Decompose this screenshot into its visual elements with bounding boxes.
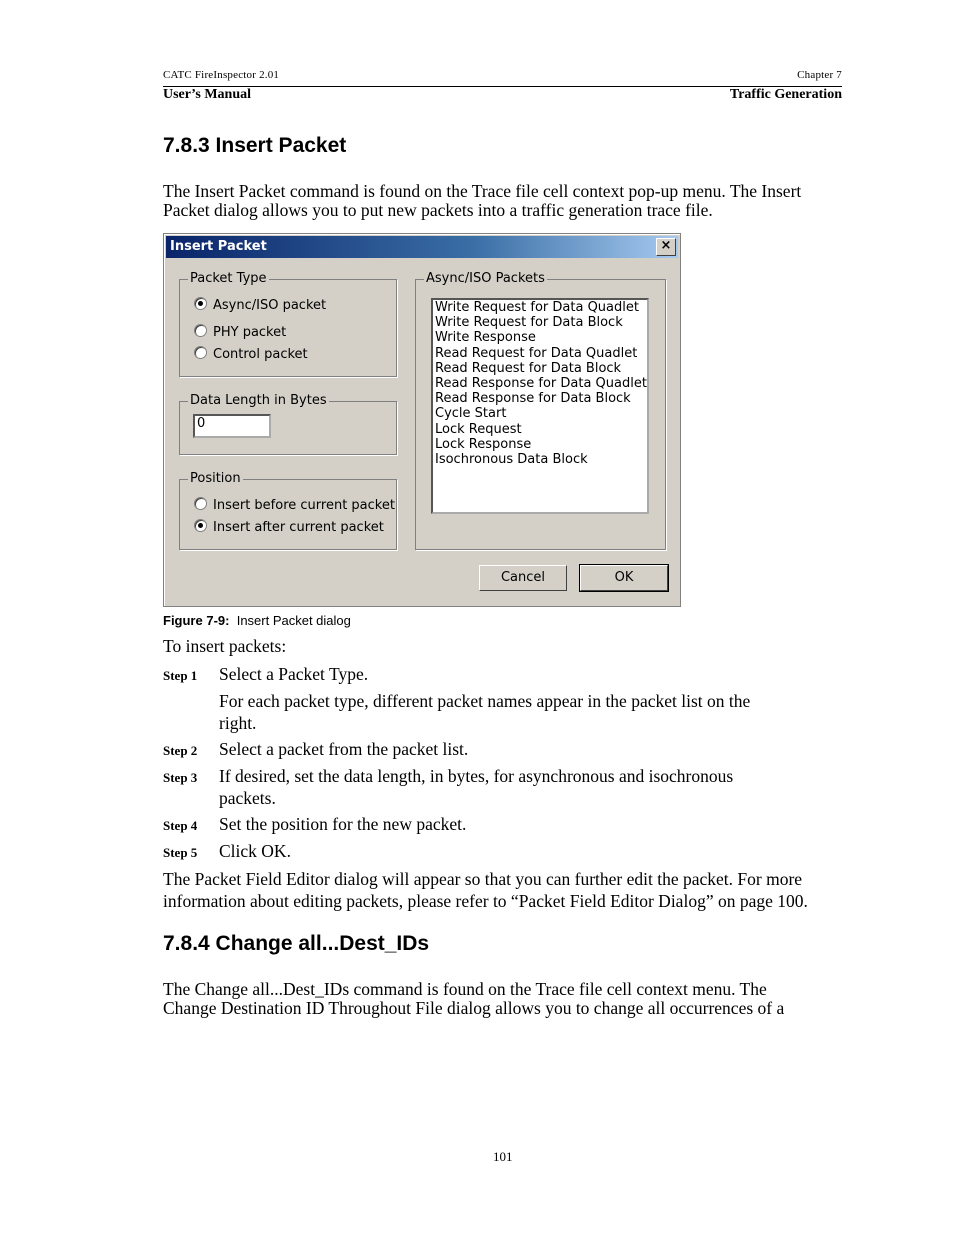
intro-line-1: The Insert Packet command is found on the Trace file cell context pop-up menu. The Insert xyxy=(163,181,802,201)
section2-line-1: The Change all...Dest_IDs command is found on the Trace file cell context menu. The xyxy=(163,979,767,999)
step-note-line-1: For each packet type, different packet names appear in the packet list on the xyxy=(219,691,751,711)
position-legend: Position xyxy=(190,471,241,486)
packet-type-group xyxy=(179,271,397,377)
figure-caption-text: Insert Packet dialog xyxy=(236,613,351,628)
radio-phy[interactable]: PHY packet xyxy=(194,324,286,340)
section-heading-insert-packet: 7.8.3 Insert Packet xyxy=(163,134,347,157)
intro-line-2: Packet dialog allows you to put new packets into a traffic generation trace file. xyxy=(163,200,713,220)
list-item[interactable]: Lock Response xyxy=(435,436,532,452)
radio-insert-after[interactable]: Insert after current packet xyxy=(194,519,384,535)
step-text: Select a Packet Type. xyxy=(219,664,369,684)
data-length-group xyxy=(179,393,397,455)
radio-selected-icon xyxy=(194,297,207,310)
figure-caption xyxy=(163,613,351,628)
data-length-input[interactable]: 0 xyxy=(193,414,271,438)
header-section: Traffic Generation xyxy=(729,87,842,102)
radio-unselected-icon xyxy=(194,324,207,337)
step-text: Click OK. xyxy=(219,841,291,861)
list-item[interactable]: Cycle Start xyxy=(435,406,507,422)
step-text-line-1: If desired, set the data length, in bytes, for asynchronous and isochronous xyxy=(219,766,734,786)
list-item[interactable]: Write Request for Data Quadlet xyxy=(435,300,639,315)
packet-type-legend: Packet Type xyxy=(190,271,267,286)
list-item[interactable]: Read Response for Data Block xyxy=(435,391,631,407)
header-chapter: Chapter 7 xyxy=(797,69,842,81)
close-icon[interactable]: × xyxy=(656,238,676,256)
packet-list[interactable] xyxy=(431,298,649,514)
step-text: Select a packet from the packet list. xyxy=(219,739,469,759)
dialog-titlebar xyxy=(166,236,678,258)
insert-packet-dialog xyxy=(163,233,681,607)
section-heading-change-dest-ids: 7.8.4 Change all...Dest_IDs xyxy=(163,932,430,955)
page-number: 101 xyxy=(493,1149,513,1164)
list-item[interactable]: Write Request for Data Block xyxy=(435,315,623,331)
figure-label: Figure 7-9: xyxy=(163,613,230,628)
dialog-title: Insert Packet xyxy=(170,239,267,254)
cancel-button[interactable]: Cancel xyxy=(479,565,567,591)
step-label: Step 2 xyxy=(163,743,198,758)
step-text-line-2: packets. xyxy=(219,788,276,808)
list-item[interactable]: Read Response for Data Quadlet xyxy=(435,376,647,392)
radio-unselected-icon xyxy=(194,346,207,359)
after-steps-line-1: The Packet Field Editor dialog will appear so that you can further edit the packet. For more xyxy=(163,869,803,889)
step-label: Step 5 xyxy=(163,845,198,860)
steps-intro: To insert packets: xyxy=(163,636,287,656)
header-product: CATC FireInspector 2.01 xyxy=(163,69,280,81)
list-item[interactable]: Isochronous Data Block xyxy=(435,452,588,468)
list-item[interactable]: Write Response xyxy=(435,330,536,346)
radio-async-iso[interactable]: Async/ISO packet xyxy=(194,297,326,313)
list-item[interactable]: Read Request for Data Block xyxy=(435,360,622,376)
step-label: Step 3 xyxy=(163,770,198,785)
step-label: Step 1 xyxy=(163,668,198,683)
step-text: Set the position for the new packet. xyxy=(219,814,467,834)
data-length-legend: Data Length in Bytes xyxy=(190,393,327,408)
packets-legend: Async/ISO Packets xyxy=(426,271,545,286)
radio-unselected-icon xyxy=(194,497,207,510)
ok-button[interactable]: OK xyxy=(580,565,668,591)
radio-control[interactable]: Control packet xyxy=(194,346,308,362)
step-note-line-2: right. xyxy=(219,713,257,733)
step-label: Step 4 xyxy=(163,818,198,833)
header-manual: User’s Manual xyxy=(163,87,252,102)
after-steps-line-2: information about editing packets, please refer to “Packet Field Editor Dialog” on page 100. xyxy=(163,891,808,911)
section2-line-2: Change Destination ID Throughout File dialog allows you to change all occurrences of a xyxy=(163,998,785,1018)
radio-insert-before[interactable]: Insert before current packet xyxy=(194,497,395,513)
position-group xyxy=(179,471,397,550)
packets-group xyxy=(415,271,666,550)
list-item[interactable]: Read Request for Data Quadlet xyxy=(435,345,638,361)
list-item[interactable]: Lock Request xyxy=(435,421,522,437)
radio-selected-icon xyxy=(194,519,207,532)
